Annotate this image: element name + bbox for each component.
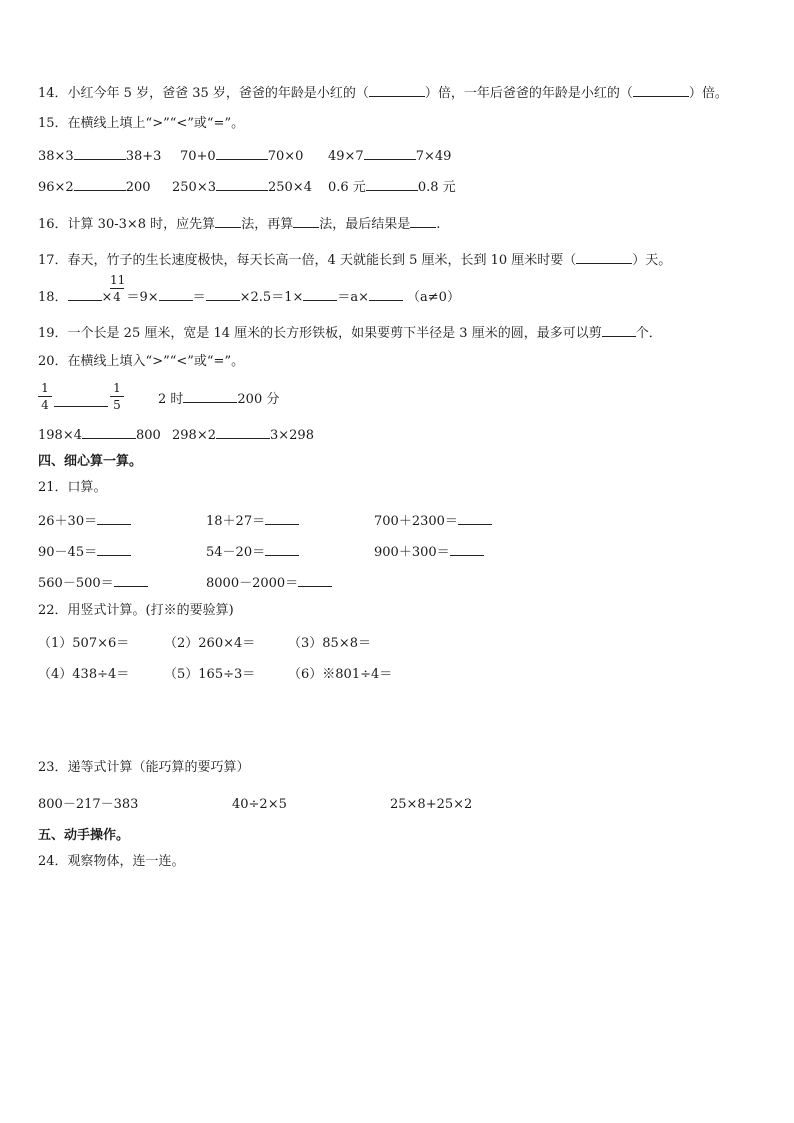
- answer-blank[interactable]: [265, 543, 299, 556]
- vertical-calc-item: （3）85×8＝: [288, 636, 371, 651]
- q20-title: 20．在横线上填入“>”“<”或“=”。: [38, 354, 245, 369]
- question-24: 24．观察物体，连一连。: [38, 854, 185, 869]
- answer-blank[interactable]: [97, 543, 131, 556]
- vertical-calc-item: （4）438÷4＝: [38, 667, 130, 682]
- q19-a: 19．一个长是 25 厘米，宽是 14 厘米的长方形铁板，如果要剪下半径是 3 厘米的圆，最多可以剪: [38, 326, 602, 341]
- q16-blank-3[interactable]: [410, 215, 436, 228]
- vertical-calc-item: （1）507×6＝: [38, 636, 130, 651]
- compare-left: 49×7: [328, 149, 364, 164]
- q15-row-2c: [328, 178, 456, 196]
- compare-left: 38×3: [38, 149, 74, 164]
- compare-right: 200: [125, 180, 151, 195]
- q20-fraction-2: [110, 381, 124, 412]
- q16-c: 法，最后结果是: [319, 217, 411, 232]
- q14-text-a: 14．小红今年 5 岁，爸爸 35 岁，爸爸的年龄是小红的（: [38, 86, 369, 101]
- question-17: [38, 251, 671, 269]
- fraction-numerator: 11: [110, 273, 126, 287]
- q16-d: .: [436, 217, 441, 232]
- compare-right: 800: [135, 428, 161, 443]
- compare-left: 0.6 元: [328, 180, 366, 195]
- q18-blank-5[interactable]: [369, 288, 403, 301]
- q15-row-2: [38, 178, 151, 196]
- stepwise-item: 800－217－383: [38, 797, 139, 812]
- q15-row-1: [38, 147, 161, 165]
- q17-b: ）天。: [632, 253, 672, 268]
- q18-cond: （a≠0）: [407, 290, 460, 305]
- section-4-heading: 四、细心算一算。: [38, 454, 143, 469]
- q16-a: 16．计算 30-3×8 时，应先算: [38, 217, 216, 232]
- compare-blank[interactable]: [366, 178, 418, 191]
- question-16: [38, 215, 440, 233]
- q18-blank-3[interactable]: [206, 288, 240, 301]
- vertical-calc-item: （2）260×4＝: [164, 636, 256, 651]
- q20-fraction-1: [38, 381, 52, 412]
- oral-item: 18＋27＝: [206, 512, 299, 530]
- q20-blank-fraction[interactable]: [54, 394, 108, 407]
- vertical-calc-item: （5）165÷3＝: [164, 667, 256, 682]
- answer-blank[interactable]: [450, 543, 484, 556]
- q14-blank-2[interactable]: [633, 84, 689, 97]
- q20-row-2: [38, 426, 161, 444]
- q18-eq4: ＝a×: [337, 290, 370, 305]
- compare-left: 2 时: [158, 392, 184, 407]
- q15-row-1b: [180, 147, 303, 165]
- oral-item: 8000－2000＝: [206, 574, 332, 592]
- section-5-heading: 五、动手操作。: [38, 828, 130, 843]
- compare-blank[interactable]: [216, 426, 270, 439]
- answer-blank[interactable]: [97, 512, 131, 525]
- compare-blank[interactable]: [364, 147, 416, 160]
- q17-blank[interactable]: [576, 251, 632, 264]
- fraction-denominator: 4: [41, 398, 49, 412]
- compare-right: 0.8 元: [417, 180, 456, 195]
- q19-blank[interactable]: [602, 324, 636, 337]
- vertical-calc-item: （6）※801÷4＝: [288, 667, 393, 682]
- oral-item: 90－45＝: [38, 543, 131, 561]
- fraction-numerator: 1: [110, 381, 124, 397]
- q21-title: 21．口算。: [38, 480, 107, 495]
- oral-item: 54－20＝: [206, 543, 299, 561]
- q18-num: 18．: [38, 290, 68, 305]
- compare-right: 38+3: [125, 149, 162, 164]
- q23-title: 23．递等式计算（能巧算的要巧算）: [38, 760, 250, 775]
- oral-item: 700＋2300＝: [374, 512, 492, 530]
- answer-blank[interactable]: [114, 574, 148, 587]
- compare-left: 250×3: [172, 180, 216, 195]
- compare-left: 96×2: [38, 180, 74, 195]
- q18-eq1: ＝9×: [126, 290, 159, 305]
- oral-item: 560－500＝: [38, 574, 148, 592]
- question-14: [38, 84, 728, 102]
- q20-row-2b: [172, 426, 314, 444]
- q15-title: 15．在横线上填上“>”“<”或“=”。: [38, 116, 245, 131]
- answer-blank[interactable]: [265, 512, 299, 525]
- q22-title: 22．用竖式计算。(打※的要验算): [38, 603, 234, 618]
- q14-text-b: ）倍，一年后爸爸的年龄是小红的（: [424, 86, 633, 101]
- oral-item: 26＋30＝: [38, 512, 131, 530]
- compare-right: 200 分: [237, 392, 280, 407]
- compare-blank[interactable]: [82, 426, 136, 439]
- q15-row-1c: [328, 147, 451, 165]
- q16-b: 法，再算: [241, 217, 294, 232]
- q18-blank-1[interactable]: [68, 288, 102, 301]
- answer-blank[interactable]: [298, 574, 332, 587]
- q14-text-c: ）倍。: [688, 86, 728, 101]
- fraction-denominator: 4: [113, 290, 121, 304]
- compare-right: 70×0: [267, 149, 304, 164]
- question-19: [38, 324, 662, 342]
- compare-left: 198×4: [38, 428, 82, 443]
- q17-a: 17．春天，竹子的生长速度极快，每天长高一倍，4 天就能长到 5 厘米，长到 10 厘米时要（: [38, 253, 577, 268]
- q20-time-compare: [158, 390, 279, 408]
- q18-blank-4[interactable]: [303, 288, 337, 301]
- fraction-numerator: 1: [38, 381, 52, 397]
- compare-blank[interactable]: [216, 147, 268, 160]
- stepwise-item: 25×8+25×2: [390, 797, 473, 812]
- compare-blank[interactable]: [183, 390, 237, 403]
- answer-blank[interactable]: [458, 512, 492, 525]
- compare-right: 250×4: [267, 180, 312, 195]
- compare-right: 3×298: [269, 428, 314, 443]
- compare-blank[interactable]: [74, 147, 126, 160]
- compare-blank[interactable]: [74, 178, 126, 191]
- question-18: [38, 288, 460, 306]
- compare-right: 7×49: [415, 149, 452, 164]
- fraction-denominator: 5: [113, 398, 121, 412]
- compare-left: 70+0: [180, 149, 216, 164]
- q18-fraction: [110, 273, 124, 304]
- compare-left: 298×2: [172, 428, 216, 443]
- oral-item: 900＋300＝: [374, 543, 484, 561]
- stepwise-item: 40÷2×5: [232, 797, 287, 812]
- q16-blank-1[interactable]: [215, 215, 241, 228]
- q18-blank-2[interactable]: [159, 288, 193, 301]
- q18-times: ×: [101, 290, 113, 305]
- q16-blank-2[interactable]: [293, 215, 319, 228]
- compare-blank[interactable]: [216, 178, 268, 191]
- q15-row-2b: [172, 178, 312, 196]
- q19-b: 个．: [635, 326, 662, 341]
- q18-eq3: ×2.5＝1×: [239, 290, 304, 305]
- q18-eq2: ＝: [192, 290, 206, 305]
- q14-blank-1[interactable]: [369, 84, 425, 97]
